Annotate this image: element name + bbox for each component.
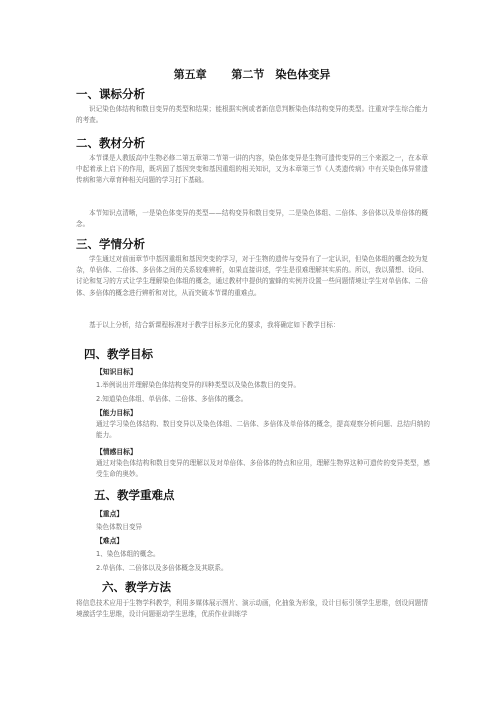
- heading-textbook-analysis: 二、教材分析: [76, 136, 145, 150]
- heading-teaching-objectives: 四、教学目标: [84, 347, 153, 361]
- difficult-point-2: 2.单倍体、二倍体以及多倍体概念及其联系。: [96, 564, 228, 572]
- difficult-point-1: 1、染色体组的概念。: [96, 550, 160, 558]
- knowledge-objective-2: 2.知道染色体组、单倍体、二倍体、多倍体的概念。: [96, 395, 248, 403]
- knowledge-objective-1: 1.举例说出并理解染色体结构变异的四种类型以及染色体数目的变异。: [96, 381, 301, 389]
- ability-objective-label: 【能力目标】: [96, 409, 137, 417]
- emotion-objective-label: 【情感目标】: [96, 448, 137, 456]
- student-analysis-text-1: 学生通过对前面章节中基因重组和基因突变的学习，对于生物的遗传与变异有了一定认识，但染色体组的概念较为复杂，单倍体、二倍体、多倍体之间的关系较难辨析，如果直接讲述，学生是很难理解其实质的。所以，我以猜想、设问、讨论和复习的方式让学生理解染色体组的概念，通过教材中提供的蜜蜂的实例并设置一些问题情境让学生对单倍体、二倍体、多倍体的概念进行辨析和对比，从而突破本节课的重难点。: [76, 255, 428, 297]
- heading-student-analysis: 三、学情分析: [76, 237, 145, 251]
- curriculum-analysis-text: 识记染色体结构和数目变异的类型和结果；能根据实例或者新信息判断染色体结构变异的类型。注重对学生综合能力的考查。: [76, 105, 428, 125]
- emotion-objective-text: 通过对染色体结构和数目变异的理解以及对单倍体、多倍体的特点和应用，理解生物界这种可遗传的变异类型，感受生命的奥妙。: [96, 459, 430, 479]
- heading-curriculum-analysis: 一、课标分析: [76, 87, 145, 101]
- heading-key-difficult-points: 五、教学重难点: [94, 488, 175, 502]
- page-title: 第五章 第二节 染色体变异: [173, 68, 331, 81]
- teaching-methods-text: 将信息技术应用于生物学科教学，利用多媒体展示图片、演示动画，化抽象为形象，设计目标引领学生思维，创设问题情境激活学生思维，设计问题驱动学生思维，优质作业训练学: [76, 599, 428, 619]
- heading-teaching-methods: 六、教学方法: [102, 580, 171, 594]
- textbook-analysis-text-1: 本节课是人教版高中生物必修二第五章第二节第一讲的内容，染色体变异是生物可遗传变异的三个来源之一，在本章中起着承上启下的作用，既巩固了基因突变和基因重组的相关知识，又为本章第三节《人类遗传病》中有关染色体异常遗传病和第六章育种相关问题的学习打下基础。: [76, 154, 428, 185]
- ability-objective-text: 通过学习染色体结构、数目变异以及染色体组、二倍体、多倍体及单倍体的概念，提高观察分析问题、总结归纳的能力。: [96, 420, 430, 440]
- knowledge-objective-label: 【知识目标】: [96, 368, 137, 376]
- key-point-label: 【重点】: [96, 510, 124, 518]
- textbook-analysis-text-2: 本节知识点清晰，一是染色体变异的类型——结构变异和数目变异，二是染色体组、二倍体、多倍体以及单倍体的概念。: [76, 209, 428, 229]
- student-analysis-text-2: 基于以上分析，结合新课程标准对于教学目标多元化的要求，我将确定如下教学目标：: [89, 321, 340, 329]
- key-point-text: 染色体数目变异: [96, 523, 143, 531]
- difficult-point-label: 【难点】: [96, 537, 124, 545]
